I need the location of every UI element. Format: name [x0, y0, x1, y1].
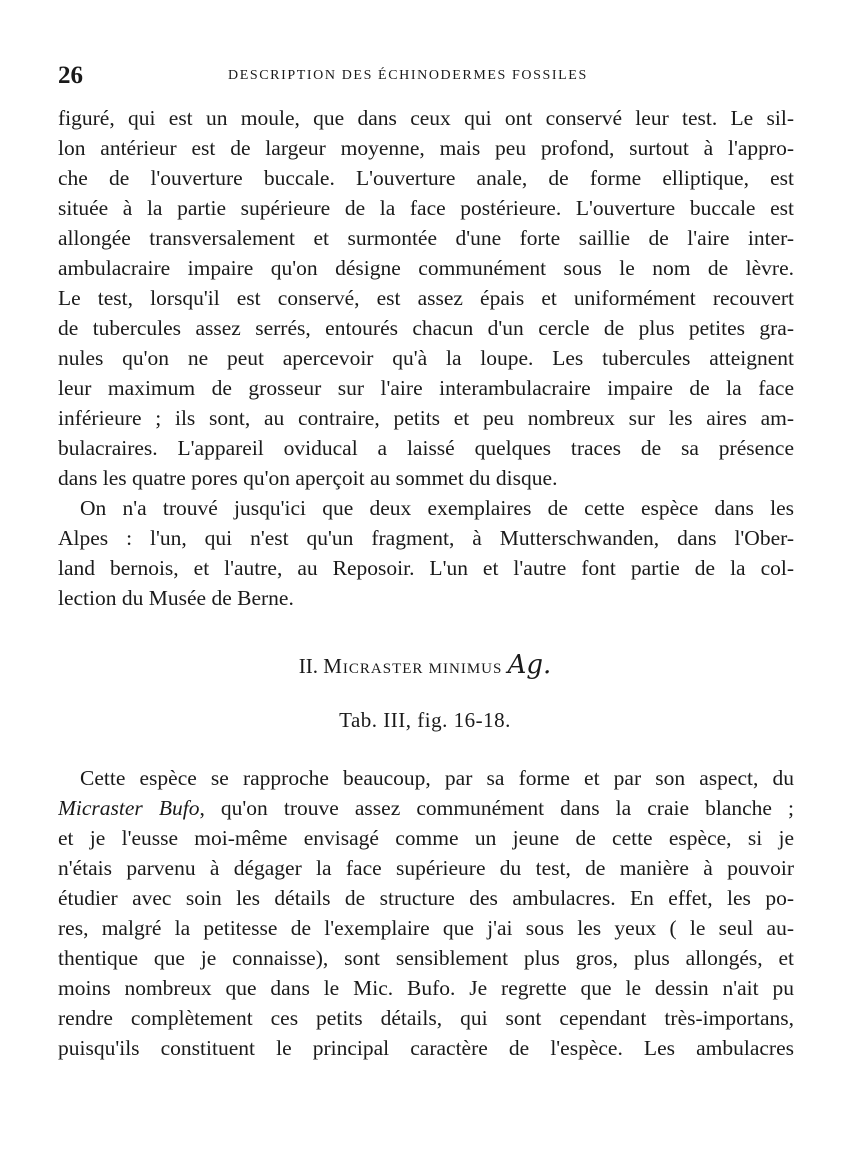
text-line: Alpes : l'un, qui n'est qu'un fragment, à Mutterschwanden, dans l'Ober- — [58, 526, 794, 550]
text-line: puisqu'ils constituent le principal caractère de l'espèce. Les ambulacres — [58, 1036, 794, 1060]
text-line: res, malgré la petitesse de l'exemplaire que j'ai sous les yeux ( le seul au- — [58, 916, 794, 940]
author-abbreviation: Ag. — [507, 650, 552, 680]
text-line: étudier avec soin les détails de structure des ambulacres. En effet, les po- — [58, 886, 794, 910]
text-line: allongée transversalement et surmontée d'une forte saillie de l'aire inter- — [58, 226, 794, 250]
text-line: che de l'ouverture buccale. L'ouverture anale, de forme elliptique, est — [58, 166, 794, 190]
text-line: leur maximum de grosseur sur l'aire interambulacraire impaire de la face — [58, 376, 794, 400]
text-line: On n'a trouvé jusqu'ici que deux exemplaires de cette espèce dans les — [80, 496, 794, 520]
species-heading — [0, 650, 850, 680]
running-title: DESCRIPTION DES ÉCHINODERMES FOSSILES — [228, 68, 588, 83]
text-line: rendre complètement ces petits détails, qui sont cependant très-importans, — [58, 1006, 794, 1030]
text-line: moins nombreux que dans le Mic. Bufo. Je regrette que le dessin n'ait pu — [58, 976, 794, 1000]
text-line: de tubercules assez serrés, entourés chacun d'un cercle de plus petites gra- — [58, 316, 794, 340]
text-line: lection du Musée de Berne. — [58, 586, 294, 610]
text-line: thentique que je connaisse), sont sensiblement plus gros, plus allongés, et — [58, 946, 794, 970]
species-name: minimus — [428, 654, 503, 678]
text-line: figuré, qui est un moule, que dans ceux qui ont conservé leur test. Le sil- — [58, 106, 794, 130]
species-reference: Micraster Bufo — [58, 796, 200, 820]
text-line: située à la partie supérieure de la face postérieure. L'ouverture buccale est — [58, 196, 794, 220]
text-line: Le test, lorsqu'il est conservé, est assez épais et uniformément recouvert — [58, 286, 794, 310]
text-line: n'étais parvenu à dégager la face supérieure du test, de manière à pouvoir — [58, 856, 794, 880]
plate-reference: Tab. III, fig. 16-18. — [339, 708, 511, 732]
text-line: et je l'eusse moi-même envisagé comme un jeune de cette espèce, si je — [58, 826, 794, 850]
text-line: inférieure ; ils sont, au contraire, petits et peu nombreux sur les aires am- — [58, 406, 794, 430]
text-line: dans les quatre pores qu'on aperçoit au sommet du disque. — [58, 466, 558, 490]
text-line: nules qu'on ne peut apercevoir qu'à la loupe. Les tubercules atteignent — [58, 346, 794, 370]
text-fragment: , qu'on trouve assez communément dans la craie blanche ; — [199, 796, 794, 820]
text-line — [58, 793, 794, 823]
text-line: bulacraires. L'appareil oviducal a laissé quelques traces de sa présence — [58, 436, 794, 460]
text-line: Cette espèce se rapproche beaucoup, par sa forme et par son aspect, du — [80, 766, 794, 790]
text-line: ambulacraire impaire qu'on désigne communément sous le nom de lèvre. — [58, 256, 794, 280]
genus-name: Micraster — [323, 654, 424, 678]
section-numeral: II. — [298, 654, 318, 678]
text-line: land bernois, et l'autre, au Reposoir. L'un et l'autre font partie de la col- — [58, 556, 794, 580]
page-number: 26 — [58, 62, 83, 89]
text-line: lon antérieur est de largeur moyenne, mais peu profond, surtout à l'appro- — [58, 136, 794, 160]
running-head — [58, 62, 798, 92]
